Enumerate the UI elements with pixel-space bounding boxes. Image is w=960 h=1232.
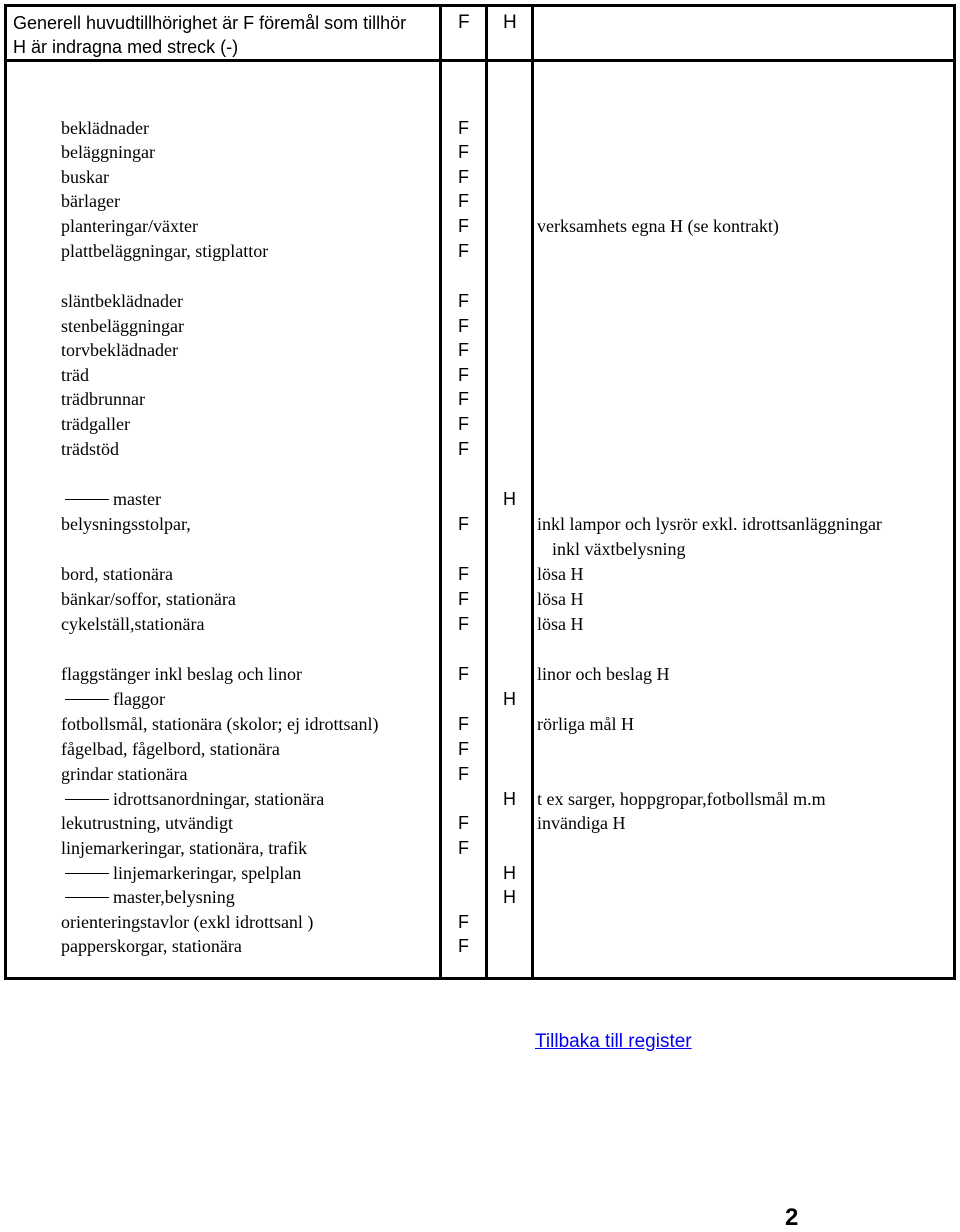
row-item: bänkar/soffor, stationära [61,589,236,609]
table-row [7,934,953,958]
table-row [7,910,953,934]
table-row [7,737,953,761]
row-f-mark: F [458,439,469,459]
table-row [7,512,953,536]
row-item: fotbollsmål, stationära (skolor; ej idrottsanl) [61,714,379,734]
table-row [7,885,953,909]
header-divider [7,59,953,62]
table-row [7,836,953,860]
row-item: torvbeklädnader [61,340,178,360]
back-to-register-link[interactable]: Tillbaka till register [535,1031,692,1052]
row-note: lösa H [537,564,584,584]
row-f-mark: F [458,714,469,734]
row-note: t ex sarger, hoppgropar,fotbollsmål m.m [537,789,826,809]
row-f-mark: F [458,389,469,409]
row-f-mark: F [458,514,469,534]
table-row [7,811,953,835]
row-f-mark: F [458,216,469,236]
page-number: 2 [785,1204,799,1231]
column-header-f: F [458,12,470,33]
row-f-mark: F [458,414,469,434]
table-header-description [13,11,406,59]
row-f-mark: F [458,241,469,261]
row-item: belysningsstolpar, [61,514,191,534]
table-row [7,165,953,189]
row-item: trädstöd [61,439,119,459]
row-f-mark: F [458,739,469,759]
row-item: träd [61,365,89,385]
row-f-mark: F [458,191,469,211]
row-item: trädbrunnar [61,389,145,409]
table-row [7,487,953,511]
table-row [7,787,953,811]
row-item: beklädnader [61,118,149,138]
row-item: master [65,487,161,511]
table-row [7,314,953,338]
table-row [7,387,953,411]
table-row [7,712,953,736]
row-f-mark: F [458,936,469,956]
row-f-mark: F [458,142,469,162]
row-f-mark: F [458,664,469,684]
row-item: buskar [61,167,109,187]
row-note: invändiga H [537,813,626,833]
table-row [7,338,953,362]
row-item: linjemarkeringar, stationära, trafik [61,838,308,858]
row-item: idrottsanordningar, stationära [65,787,324,811]
row-note: lösa H [537,589,584,609]
row-h-mark: H [503,789,516,809]
row-f-mark: F [458,764,469,784]
table-row [7,587,953,611]
header-description-line2: H är indragna med streck (-) [13,37,239,57]
table-row [7,140,953,164]
row-item: planteringar/växter [61,216,198,236]
row-item: master,belysning [65,885,235,909]
row-item: plattbeläggningar, stigplattor [61,241,269,261]
row-f-mark: F [458,365,469,385]
row-f-mark: F [458,340,469,360]
table-row [7,412,953,436]
row-h-mark: H [503,887,516,907]
row-h-mark: H [503,689,516,709]
table-row [7,189,953,213]
row-item: bord, stationära [61,564,173,584]
row-h-mark: H [503,863,516,883]
table-row [7,239,953,263]
row-f-mark: F [458,912,469,932]
table-row [7,214,953,238]
row-h-mark: H [503,489,516,509]
row-note: inkl växtbelysning [552,539,686,559]
row-item: lekutrustning, utvändigt [61,813,233,833]
row-note: rörliga mål H [537,714,634,734]
row-f-mark: F [458,838,469,858]
row-f-mark: F [458,564,469,584]
table-row [7,116,953,140]
row-item: linjemarkeringar, spelplan [65,861,301,885]
row-item: bärlager [61,191,120,211]
classification-table [4,4,956,980]
row-item: orienteringstavlor (exkl idrottsanl ) [61,912,314,932]
row-item: beläggningar [61,142,155,162]
table-row [7,861,953,885]
row-note: verksamhets egna H (se kontrakt) [537,216,779,236]
table-row [7,687,953,711]
row-item: trädgaller [61,414,130,434]
table-row [7,562,953,586]
row-f-mark: F [458,167,469,187]
table-row [7,437,953,461]
row-item: flaggstänger inkl beslag och linor [61,664,302,684]
row-item: släntbeklädnader [61,291,183,311]
row-item: stenbeläggningar [61,316,184,336]
column-header-h: H [503,12,517,33]
row-f-mark: F [458,118,469,138]
row-f-mark: F [458,813,469,833]
row-item: papperskorgar, stationära [61,936,242,956]
table-row [7,612,953,636]
table-row [7,289,953,313]
row-note: inkl lampor och lysrör exkl. idrottsanläggningar [537,514,882,534]
row-item: flaggor [65,687,165,711]
header-description-line1: Generell huvudtillhörighet är F föremål som tillhör [13,13,407,33]
row-item: cykelställ,stationära [61,614,205,634]
table-row [7,537,953,561]
table-row [7,762,953,786]
table-row [7,363,953,387]
row-item: grindar stationära [61,764,188,784]
row-note: linor och beslag H [537,664,670,684]
row-f-mark: F [458,291,469,311]
row-f-mark: F [458,614,469,634]
row-item: fågelbad, fågelbord, stationära [61,739,280,759]
row-f-mark: F [458,589,469,609]
row-f-mark: F [458,316,469,336]
row-note: lösa H [537,614,584,634]
table-row [7,662,953,686]
